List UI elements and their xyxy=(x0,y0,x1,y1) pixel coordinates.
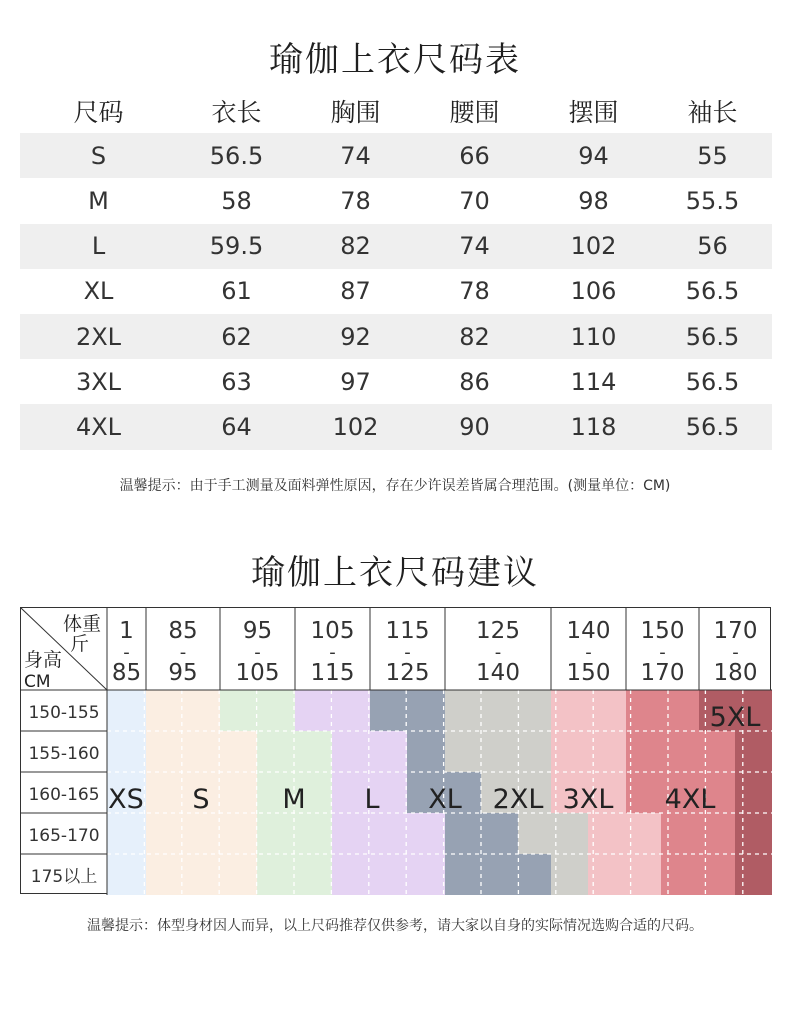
table-cell: 70 xyxy=(459,186,490,215)
size-band-2xl xyxy=(445,731,551,772)
weight-to-label: 125 xyxy=(385,660,430,686)
weight-from-label: 85 xyxy=(168,618,198,644)
table-header-row xyxy=(20,88,772,133)
table-cell: 64 xyxy=(221,412,252,441)
table-cell: 82 xyxy=(340,232,371,261)
size-band-5xl xyxy=(735,731,772,772)
size-band-xs xyxy=(107,813,146,854)
size-band-3xl xyxy=(588,854,661,895)
table-cell: 106 xyxy=(570,277,617,306)
weight-to-label: 140 xyxy=(476,660,520,686)
weight-range-dash: - xyxy=(585,642,592,663)
size-chart-table xyxy=(20,88,772,450)
table-cell: 74 xyxy=(340,141,371,170)
table-cell: 74 xyxy=(459,232,490,261)
weight-to-label: 115 xyxy=(310,660,355,686)
table-cell: 97 xyxy=(340,367,371,396)
table-cell: 56.5 xyxy=(685,277,740,306)
size-band-l xyxy=(332,731,407,772)
weight-range-dash: - xyxy=(329,642,336,663)
table-cell: S xyxy=(90,141,107,170)
size-band-xs xyxy=(107,731,146,772)
table-cell: 56.5 xyxy=(685,367,740,396)
height-row-label: 150-155 xyxy=(28,703,100,723)
table-cell: 87 xyxy=(340,277,371,306)
header-cell: 袖长 xyxy=(687,97,738,127)
table-cell: 62 xyxy=(221,322,252,351)
weight-range-dash: - xyxy=(659,642,666,663)
size-band-xl xyxy=(445,854,551,895)
header-cell: 摆围 xyxy=(568,97,619,127)
table-row xyxy=(20,314,772,359)
table-cell: L xyxy=(91,232,106,261)
recommendation-drawing xyxy=(21,608,772,895)
table-cell: 61 xyxy=(221,277,252,306)
weight-to-label: 180 xyxy=(713,660,758,686)
table-cell: 110 xyxy=(570,322,617,351)
table-cell: 3XL xyxy=(75,367,122,396)
weight-to-label: 95 xyxy=(168,660,198,686)
size-band-l xyxy=(332,854,445,895)
size-band-5xl xyxy=(735,813,772,854)
table-cell: 4XL xyxy=(75,412,122,441)
size-band-4xl xyxy=(626,731,735,772)
weight-range-dash: - xyxy=(179,642,187,663)
size-band-s xyxy=(146,854,257,895)
height-row-label: 175以上 xyxy=(30,867,98,887)
table-row xyxy=(20,178,772,223)
table-cell: 118 xyxy=(570,412,617,441)
table-cell: 56.5 xyxy=(685,412,740,441)
corner-height-unit: CM xyxy=(24,672,51,692)
table-cell: M xyxy=(88,186,109,215)
size-band-xs xyxy=(107,854,146,895)
table-cell: 63 xyxy=(221,367,252,396)
weight-range-dash: - xyxy=(123,642,130,663)
weight-from-label: 170 xyxy=(713,618,758,644)
size-band-s xyxy=(146,731,257,772)
weight-from-label: 150 xyxy=(640,618,685,644)
size-band-3xl xyxy=(551,690,626,731)
table-cell: 56 xyxy=(697,232,728,261)
height-row-label: 160-165 xyxy=(28,785,100,805)
table-cell: 66 xyxy=(459,141,490,170)
size-label-xs: XS xyxy=(108,784,144,815)
size-label-m: M xyxy=(282,784,306,815)
size-label-s: S xyxy=(192,784,210,815)
corner-weight-label: 体重 xyxy=(62,613,101,635)
size-band-xs xyxy=(107,690,146,731)
size-band-s xyxy=(146,690,220,731)
table-cell: 56.5 xyxy=(209,141,264,170)
table-cell: 98 xyxy=(578,186,609,215)
header-cell: 腰围 xyxy=(449,97,500,127)
size-label-4xl: 4XL xyxy=(664,784,716,815)
weight-to-label: 85 xyxy=(111,660,142,686)
weight-range-dash: - xyxy=(404,642,411,663)
size-band-3xl xyxy=(588,813,661,854)
table-row xyxy=(20,224,772,269)
size-label-3xl: 3XL xyxy=(562,784,614,815)
weight-from-label: 95 xyxy=(242,618,273,644)
weight-to-label: 150 xyxy=(566,660,611,686)
size-band-xl xyxy=(407,731,445,772)
table-cell: 90 xyxy=(459,412,490,441)
header-cell: 尺码 xyxy=(73,97,124,127)
weight-to-label: 170 xyxy=(640,660,685,686)
size-band-2xl xyxy=(518,813,588,854)
size-band-m xyxy=(220,690,295,731)
weight-range-dash: - xyxy=(732,642,739,663)
table-row xyxy=(20,269,772,314)
size-band-xl xyxy=(370,690,445,731)
table-cell: 78 xyxy=(340,186,371,215)
header-cell: 衣长 xyxy=(211,97,262,127)
corner-height-label: 身高 xyxy=(24,649,63,671)
size-band-l xyxy=(295,690,370,731)
size-band-l xyxy=(332,813,445,854)
size-band-4xl xyxy=(661,854,735,895)
weight-range-dash: - xyxy=(254,642,261,663)
table-cell: 102 xyxy=(570,232,617,261)
size-label-xl: XL xyxy=(428,784,462,815)
table-cell: 55 xyxy=(697,141,728,170)
weight-from-label: 1 xyxy=(119,618,134,644)
table-cell: 114 xyxy=(570,367,617,396)
size-band-4xl xyxy=(626,690,699,731)
weight-to-label: 105 xyxy=(235,660,280,686)
weight-range-dash: - xyxy=(494,642,502,663)
recommendation-title: 瑜伽上衣尺码建议 xyxy=(251,553,539,593)
table-cell: 59.5 xyxy=(209,232,264,261)
size-band-s xyxy=(146,813,257,854)
table-cell: 94 xyxy=(578,141,609,170)
corner-weight-unit: 斤 xyxy=(69,633,89,655)
table-cell: XL xyxy=(83,277,114,306)
table-cell: 58 xyxy=(221,186,252,215)
table-cell: 78 xyxy=(459,277,490,306)
table-cell: 2XL xyxy=(75,322,122,351)
table-row xyxy=(20,359,772,404)
size-recommendation-grid xyxy=(20,607,771,894)
height-row-label: 155-160 xyxy=(28,744,100,764)
size-label-2xl: 2XL xyxy=(492,784,544,815)
table-row xyxy=(20,404,772,449)
size-label-5xl: 5XL xyxy=(709,702,761,733)
size-band-5xl xyxy=(735,854,772,895)
weight-from-label: 115 xyxy=(385,618,430,644)
recommendation-note: 温馨提示：体型身材因人而异，以上尺码推荐仅供参考，请大家以自身的实际情况选购合适的尺码。 xyxy=(87,918,703,934)
table-cell: 86 xyxy=(459,367,490,396)
size-chart-note: 温馨提示：由于手工测量及面料弹性原因，存在少许误差皆属合理范围。(测量单位：CM) xyxy=(119,478,671,494)
table-cell: 56.5 xyxy=(685,322,740,351)
header-cell: 胸围 xyxy=(330,97,381,127)
table-cell: 55.5 xyxy=(685,186,740,215)
weight-from-label: 125 xyxy=(476,618,520,644)
table-cell: 92 xyxy=(340,322,371,351)
size-band-2xl xyxy=(445,690,551,731)
size-chart-title: 瑜伽上衣尺码表 xyxy=(269,40,521,80)
size-band-2xl xyxy=(551,854,588,895)
table-row xyxy=(20,133,772,178)
table-cell: 102 xyxy=(332,412,379,441)
table-cell: 82 xyxy=(459,322,490,351)
size-label-l: L xyxy=(364,784,380,815)
height-row-label: 165-170 xyxy=(28,826,100,846)
size-band-4xl xyxy=(661,813,735,854)
weight-from-label: 140 xyxy=(566,618,611,644)
weight-from-label: 105 xyxy=(310,618,355,644)
size-band-5xl xyxy=(735,772,772,813)
size-band-3xl xyxy=(551,731,626,772)
